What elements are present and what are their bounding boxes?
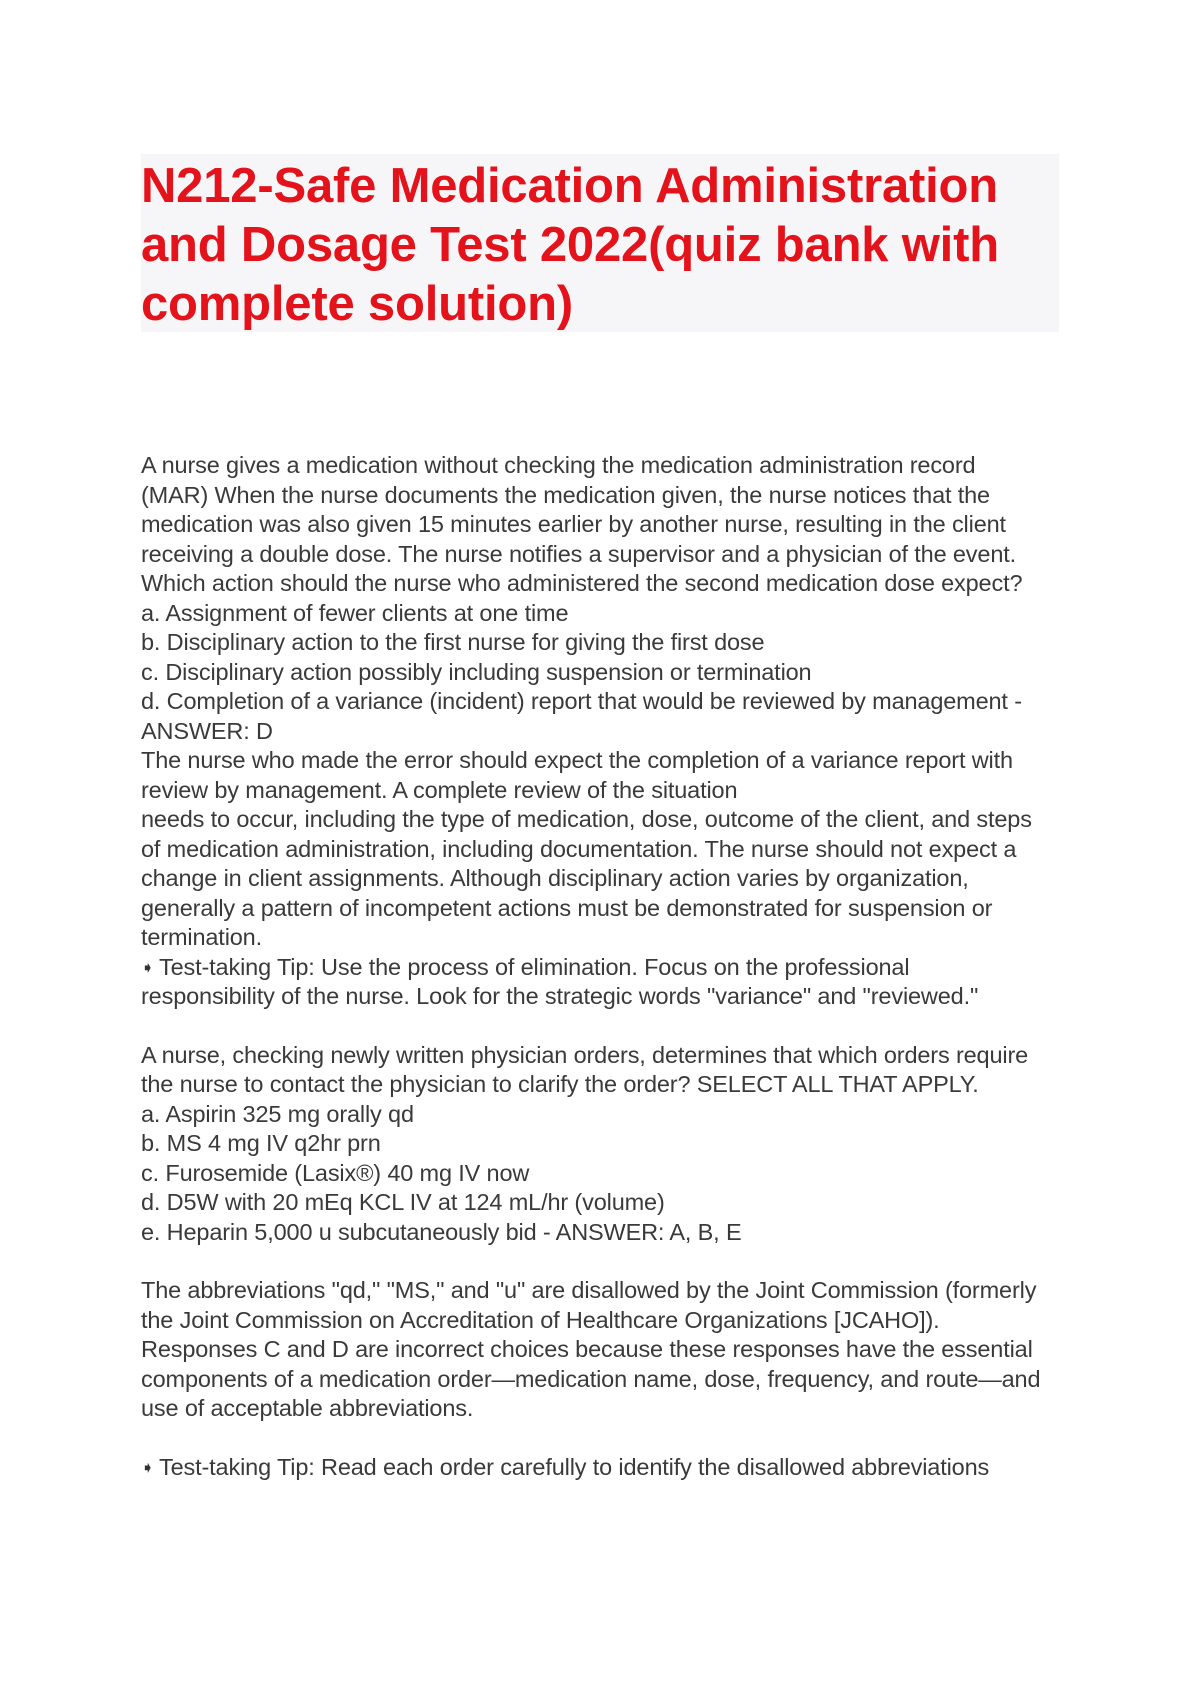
document-body — [141, 451, 1071, 1482]
rationale-line: use of acceptable abbreviations. — [141, 1395, 474, 1421]
answer-option: a. Aspirin 325 mg orally qd — [141, 1100, 414, 1127]
document-title — [141, 157, 1059, 334]
answer-option: c. Furosemide (Lasix®) 40 mg IV now — [141, 1159, 530, 1186]
title-line: complete solution) — [141, 277, 573, 331]
tip-text: Test-taking Tip: Read each order carefully to identify the disallowed abbreviations — [159, 1453, 990, 1480]
rationale-line: Responses C and D are incorrect choices because these responses have the essential — [141, 1336, 1033, 1362]
paragraph-gap — [141, 1012, 1071, 1041]
title-block — [141, 154, 1059, 332]
rationale-line: review by management. A complete review of the situation — [141, 776, 738, 803]
question-text-line: medication was also given 15 minutes earlier by another nurse, resulting in the client — [141, 511, 1006, 537]
rationale-line: termination. — [141, 924, 262, 950]
rationale-line: components of a medication order—medication name, dose, frequency, and route—and — [141, 1365, 1041, 1392]
question-text-line: A nurse gives a medication without checking the medication administration record — [141, 452, 976, 478]
answer-option: e. Heparin 5,000 u subcutaneously bid - ANSWER: A, B, E — [141, 1218, 742, 1245]
answer-key: ANSWER: D — [141, 717, 273, 744]
rationale-line: the Joint Commission on Accreditation of Healthcare Organizations [JCAHO]). — [141, 1306, 940, 1333]
question-text-line: Which action should the nurse who administered the second medication dose expect? — [141, 570, 1023, 596]
arrow-bullet-icon: ➧ — [141, 959, 155, 977]
question-1 — [141, 451, 1071, 1012]
tip-text-line: responsibility of the nurse. Look for the strategic words "variance" and "reviewed." — [141, 983, 979, 1009]
question-text-line: (MAR) When the nurse documents the medication given, the nurse notices that the — [141, 481, 990, 508]
answer-option: b. Disciplinary action to the first nurse for giving the first dose — [141, 629, 765, 655]
rationale-line: The nurse who made the error should expect the completion of a variance report with — [141, 747, 1013, 773]
answer-option: b. MS 4 mg IV q2hr prn — [141, 1130, 381, 1156]
rationale-line: needs to occur, including the type of medication, dose, outcome of the client, and steps — [141, 806, 1032, 832]
arrow-bullet-icon: ➧ — [141, 1459, 155, 1477]
answer-option: a. Assignment of fewer clients at one time — [141, 599, 569, 626]
paragraph-gap — [141, 1247, 1071, 1276]
title-line: N212-Safe Medication Administration — [141, 159, 999, 213]
tip-text: Test-taking Tip: Use the process of elimination. Focus on the professional — [159, 953, 910, 980]
rationale-line: of medication administration, including documentation. The nurse should not expect a — [141, 835, 1017, 862]
title-line: and Dosage Test 2022(quiz bank with — [141, 218, 999, 272]
question-2 — [141, 1041, 1071, 1483]
paragraph-gap — [141, 1424, 1071, 1453]
answer-option: c. Disciplinary action possibly including suspension or termination — [141, 658, 812, 685]
test-taking-tip — [141, 1453, 1071, 1483]
rationale-line: generally a pattern of incompetent actions must be demonstrated for suspension or — [141, 894, 993, 921]
question-text-line: receiving a double dose. The nurse notifies a supervisor and a physician of the event. — [141, 540, 1016, 567]
answer-option: d. D5W with 20 mEq KCL IV at 124 mL/hr (volume) — [141, 1189, 665, 1215]
test-taking-tip — [141, 953, 1071, 983]
answer-option: d. Completion of a variance (incident) report that would be reviewed by management - — [141, 688, 1022, 714]
question-text-line: the nurse to contact the physician to clarify the order? SELECT ALL THAT APPLY. — [141, 1071, 979, 1097]
rationale-line: The abbreviations "qd," "MS," and "u" are disallowed by the Joint Commission (formerly — [141, 1277, 1037, 1303]
rationale-line: change in client assignments. Although disciplinary action varies by organization, — [141, 865, 969, 891]
question-text-line: A nurse, checking newly written physician orders, determines that which orders require — [141, 1041, 1029, 1068]
